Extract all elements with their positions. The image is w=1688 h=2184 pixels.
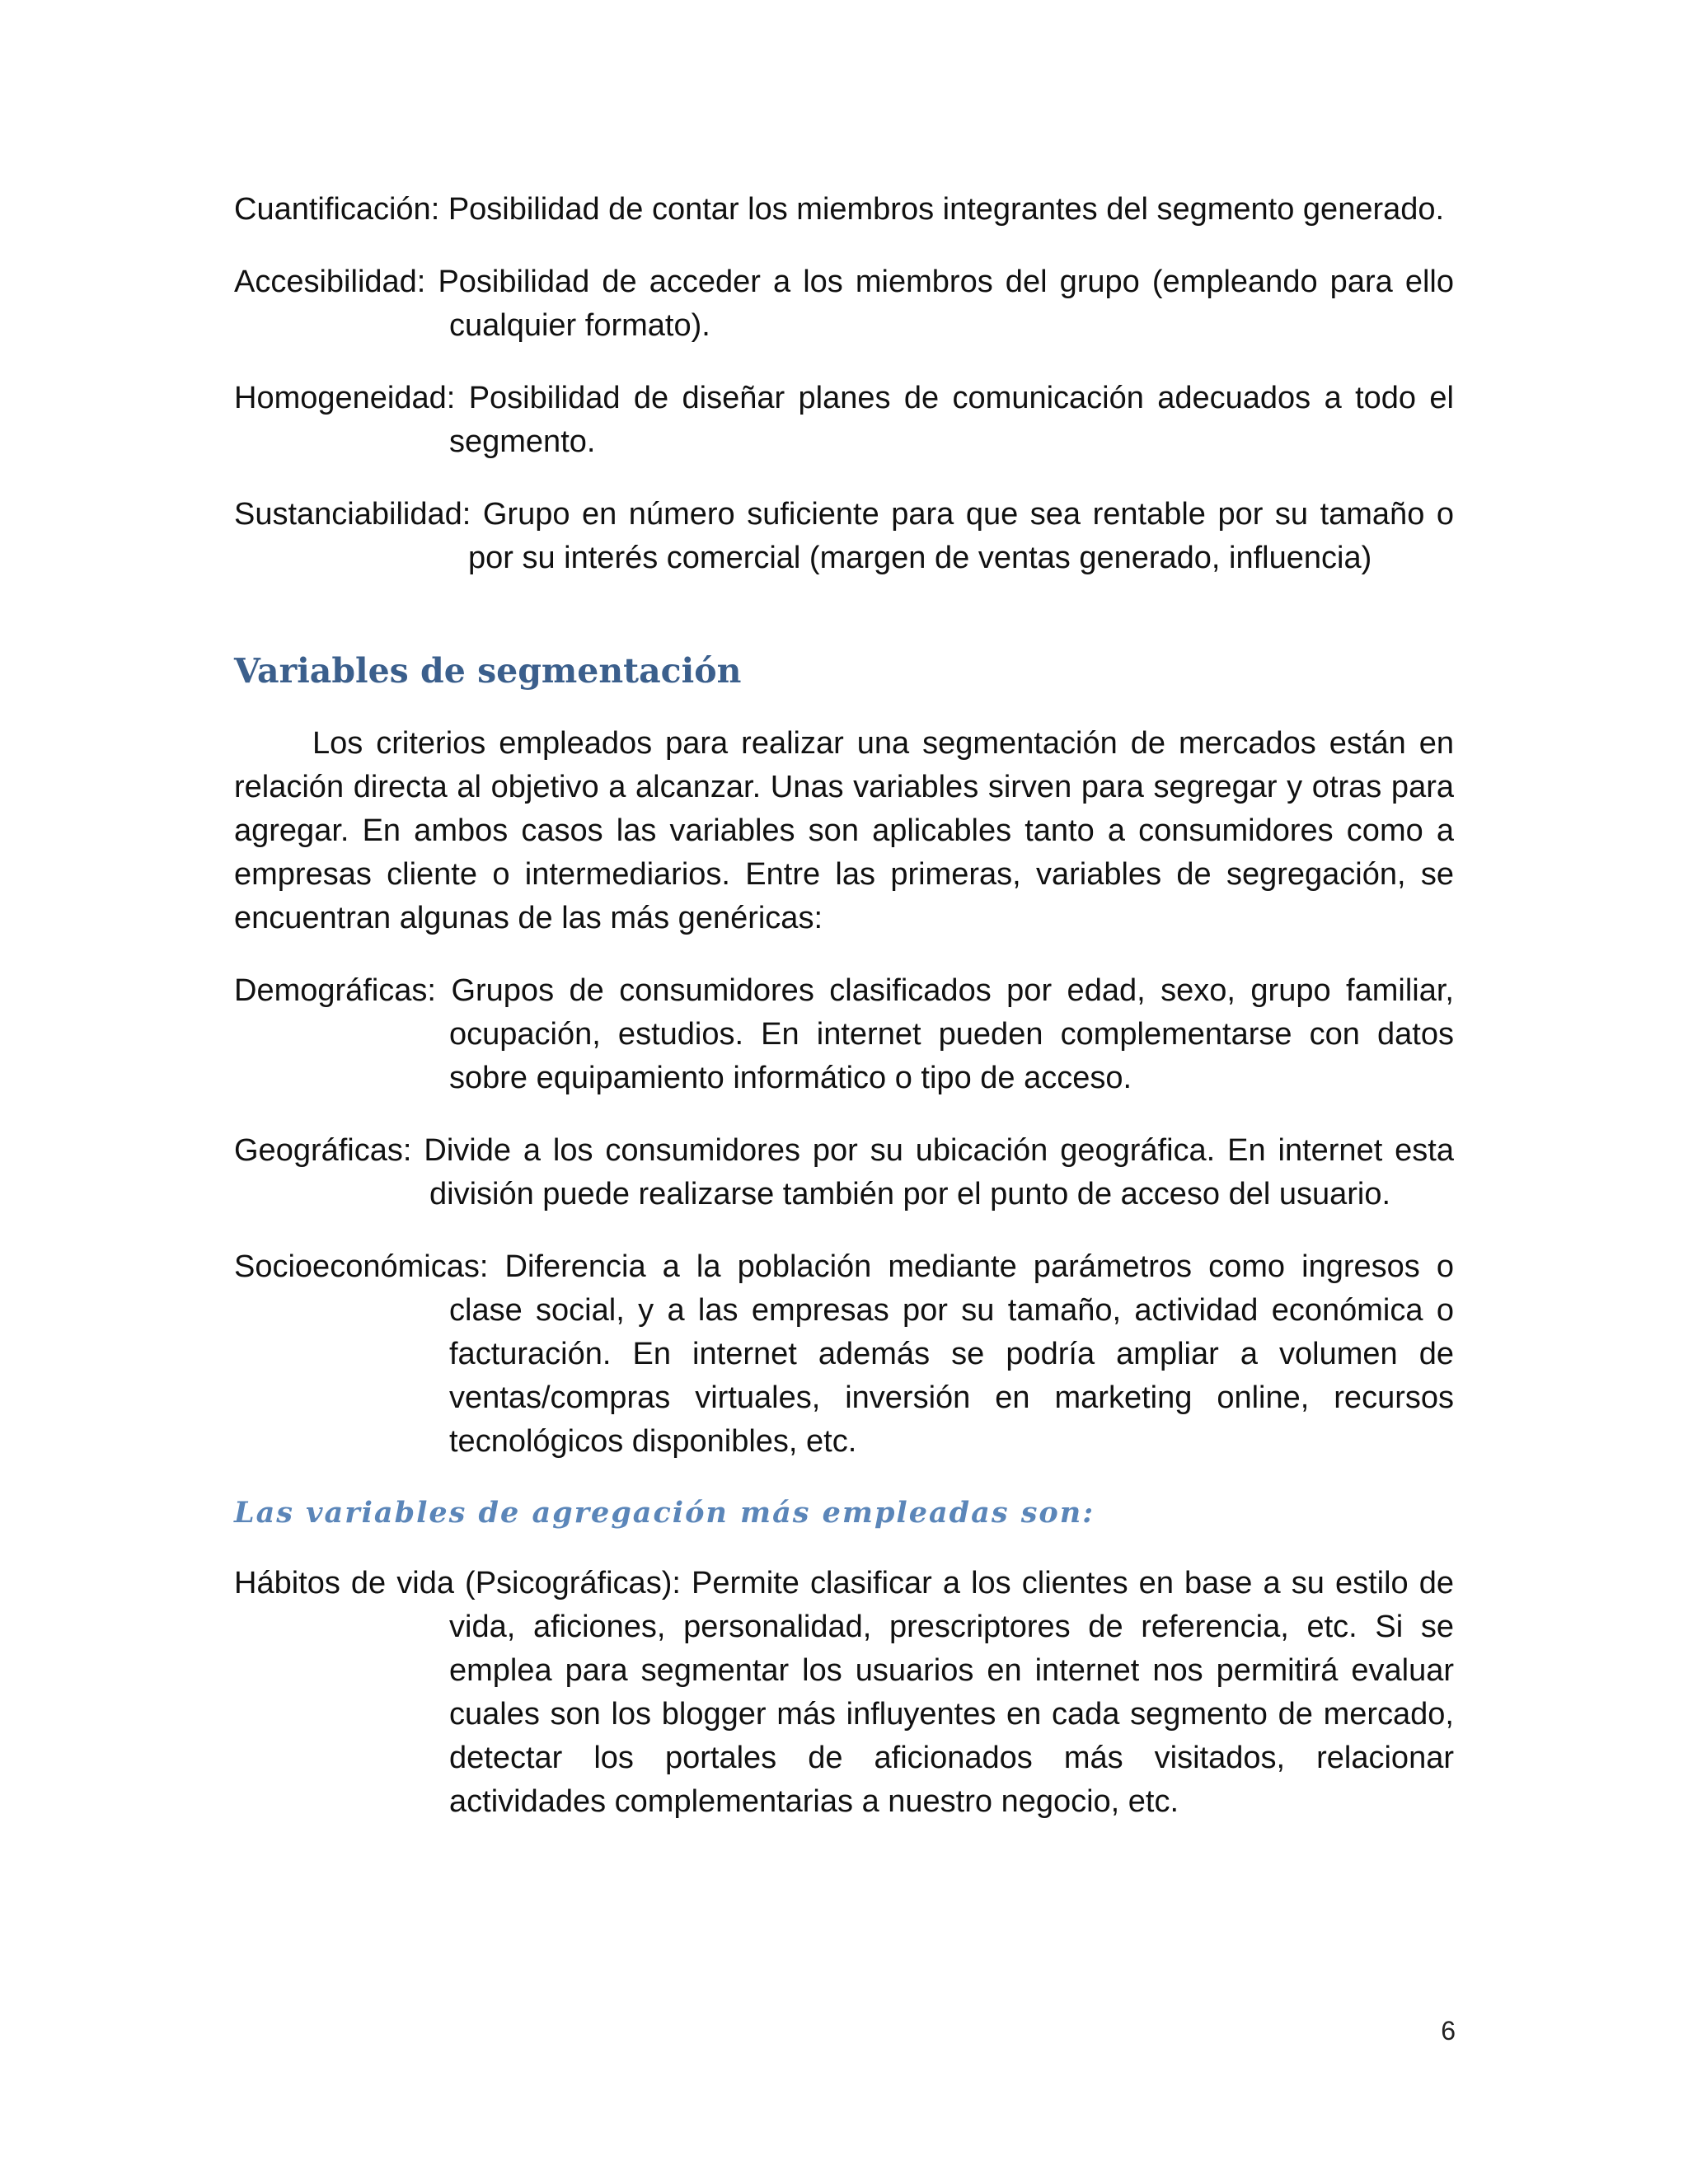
aggregation-subheading: Las variables de agregación más empleadas son: <box>234 1496 1095 1530</box>
definition-text: Posibilidad de acceder a los miembros del grupo (empleando para ello cualquier formato). <box>438 265 1454 343</box>
variable-text: Diferencia a la población mediante parámetros como ingresos o clase social, y a las empresas por su tamaño, actividad económica o facturación. En internet además se podría ampliar a volumen de ventas/compras virtuales, inversión en marketing online, recursos tecnológicos disponibles, etc. <box>449 1249 1454 1459</box>
definition-term: Accesibilidad: <box>234 265 426 299</box>
variable-habitos-de-vida <box>234 1562 1454 1824</box>
definition-text: Posibilidad de contar los miembros integrantes del segmento generado. <box>448 192 1445 227</box>
variable-socioeconomicas <box>234 1245 1454 1464</box>
section-heading: Variables de segmentación <box>234 651 742 691</box>
definition-sustanciabilidad <box>234 493 1454 580</box>
variable-text: Permite clasificar a los clientes en base a su estilo de vida, aficiones, personalidad, prescriptores de referencia, etc. Si se emplea para segmentar los usuarios en internet nos permitirá evaluar cuales son los blogger más influyentes en cada segmento de mercado, detectar los portales de aficionados más visitados, relacionar actividades complementarias a nuestro negocio, etc. <box>449 1566 1454 1819</box>
definition-term: Homogeneidad: <box>234 381 456 415</box>
intro-paragraph: Los criterios empleados para realizar una segmentación de mercados están en relación directa al objetivo a alcanzar. Unas variables sirven para segregar y otras para agregar. En ambos casos las variables son aplicables tanto a consumidores como a empresas cliente o intermediarios. Entre las primeras, variables de segregación, se encuentran algunas de las más genéricas: <box>234 726 1454 935</box>
page-content <box>234 188 1454 1853</box>
variable-geograficas <box>234 1129 1454 1216</box>
definition-cuantificacion <box>234 188 1454 232</box>
definition-accesibilidad <box>234 260 1454 348</box>
variable-text: Divide a los consumidores por su ubicación geográfica. En internet esta división puede realizarse también por el punto de acceso del usuario. <box>424 1133 1454 1212</box>
variable-text: Grupos de consumidores clasificados por edad, sexo, grupo familiar, ocupación, estudios. En internet pueden complementarse con datos sobre equipamiento informático o tipo de acceso. <box>449 973 1454 1095</box>
definition-text: Grupo en número suficiente para que sea rentable por su tamaño o por su interés comercial (margen de ventas generado, influencia) <box>468 497 1454 575</box>
definition-term: Cuantificación: <box>234 192 440 227</box>
definition-text: Posibilidad de diseñar planes de comunicación adecuados a todo el segmento. <box>449 381 1454 459</box>
variable-term: Hábitos de vida (Psicográficas): <box>234 1566 681 1601</box>
page-number: 6 <box>1441 2016 1456 2046</box>
variable-term: Socioeconómicas: <box>234 1249 489 1284</box>
variable-demograficas <box>234 969 1454 1100</box>
definition-homogeneidad <box>234 377 1454 464</box>
variable-term: Demográficas: <box>234 973 436 1008</box>
definition-term: Sustanciabilidad: <box>234 497 471 532</box>
variable-term: Geográficas: <box>234 1133 412 1168</box>
